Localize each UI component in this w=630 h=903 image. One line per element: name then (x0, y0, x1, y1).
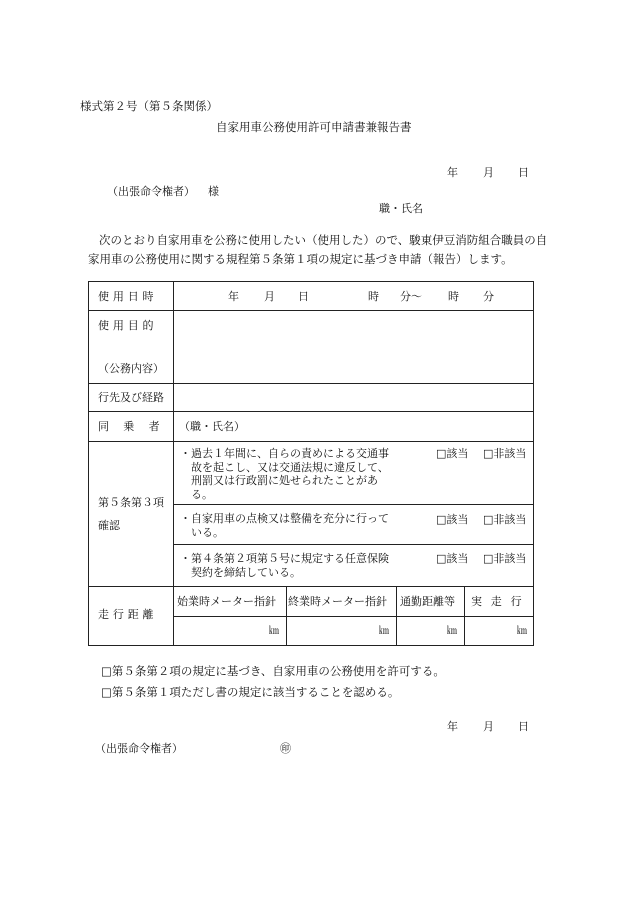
top-date-month: 月 (483, 166, 494, 179)
distance-unit-start: ㎞ (269, 626, 279, 637)
confirm-item-3-yes[interactable]: □該当 (436, 552, 469, 565)
seal-mark: ㊞ (280, 742, 291, 755)
confirm-item-2-yes[interactable]: □該当 (436, 513, 469, 526)
addressee-honorific: 様 (208, 185, 219, 198)
footer-authority: （出張命令権者） (95, 742, 183, 755)
intro-paragraph: 次のとおり自家用車を公務に使用したい（使用した）ので、駿東伊豆消防組合職員の自家用車の公務使用に関する規程第５条第１項の規定に基づき申請（報告）します。 (88, 233, 548, 266)
purpose-label: 使用目的 (98, 319, 158, 332)
distance-unit-end: ㎞ (379, 626, 389, 637)
confirm-item-1-text: ・過去１年間に、自らの責めによる交通事故を起こし、又は交通法規に違反して、刑罰又は行政罰に処せられたことがある。 (180, 447, 389, 501)
confirm-label-line1: 第５条第３項 (98, 496, 164, 509)
confirm-item-3-text: ・第４条第２項第５号に規定する任意保険契約を締結している。 (180, 552, 389, 579)
addressee-authority: （出張命令権者） (107, 185, 195, 198)
confirm-item-1-yes[interactable]: □該当 (436, 447, 469, 460)
confirm-item-2-text: ・自家用車の点検又は整備を充分に行っている。 (180, 512, 389, 539)
document-title: 自家用車公務使用許可申請書兼報告書 (216, 120, 412, 134)
distance-header-actual: 実走行 (471, 595, 531, 608)
distance-unit-actual: ㎞ (517, 626, 527, 637)
purpose-sub-label: （公務内容） (98, 362, 164, 375)
distance-header-start-meter: 始業時メーター指針 (177, 595, 276, 608)
top-date-day: 日 (518, 166, 529, 179)
use-date-month: 月 (264, 290, 275, 303)
passenger-value: （職・氏名） (179, 420, 245, 433)
route-label: 行先及び経路 (98, 391, 164, 404)
distance-unit-commute: ㎞ (447, 626, 457, 637)
use-date-day: 日 (298, 290, 309, 303)
top-date-year: 年 (447, 166, 458, 179)
passenger-label: 同乗者 (98, 420, 174, 433)
confirm-item-1-no[interactable]: □非該当 (483, 447, 527, 460)
use-date-label: 使用日時 (98, 290, 158, 303)
use-date-year: 年 (228, 290, 239, 303)
confirm-item-2-no[interactable]: □非該当 (483, 513, 527, 526)
distance-label: 走行距離 (98, 608, 158, 621)
confirm-item-3-no[interactable]: □非該当 (483, 552, 527, 565)
use-time-start-minute: 分～ (400, 290, 422, 303)
confirm-label-line2: 確認 (98, 519, 120, 532)
use-time-end-hour: 時 (448, 290, 459, 303)
approval-exception[interactable]: □第５条第１項ただし書の規定に該当することを認める。 (101, 685, 400, 699)
application-form-table (88, 281, 534, 646)
distance-header-commute: 通勤距離等 (400, 595, 455, 608)
distance-header-end-meter: 終業時メーター指針 (288, 595, 387, 608)
form-number: 様式第２号（第５条関係） (80, 99, 218, 113)
use-time-end-minute: 分 (483, 290, 494, 303)
bottom-date-month: 月 (483, 720, 494, 733)
use-time-start-hour: 時 (368, 290, 379, 303)
approval-permit[interactable]: □第５条第２項の規定に基づき、自家用車の公務使用を許可する。 (101, 664, 445, 678)
bottom-date-year: 年 (447, 720, 458, 733)
applicant-name-label: 職・氏名 (379, 202, 423, 215)
bottom-date-day: 日 (518, 720, 529, 733)
